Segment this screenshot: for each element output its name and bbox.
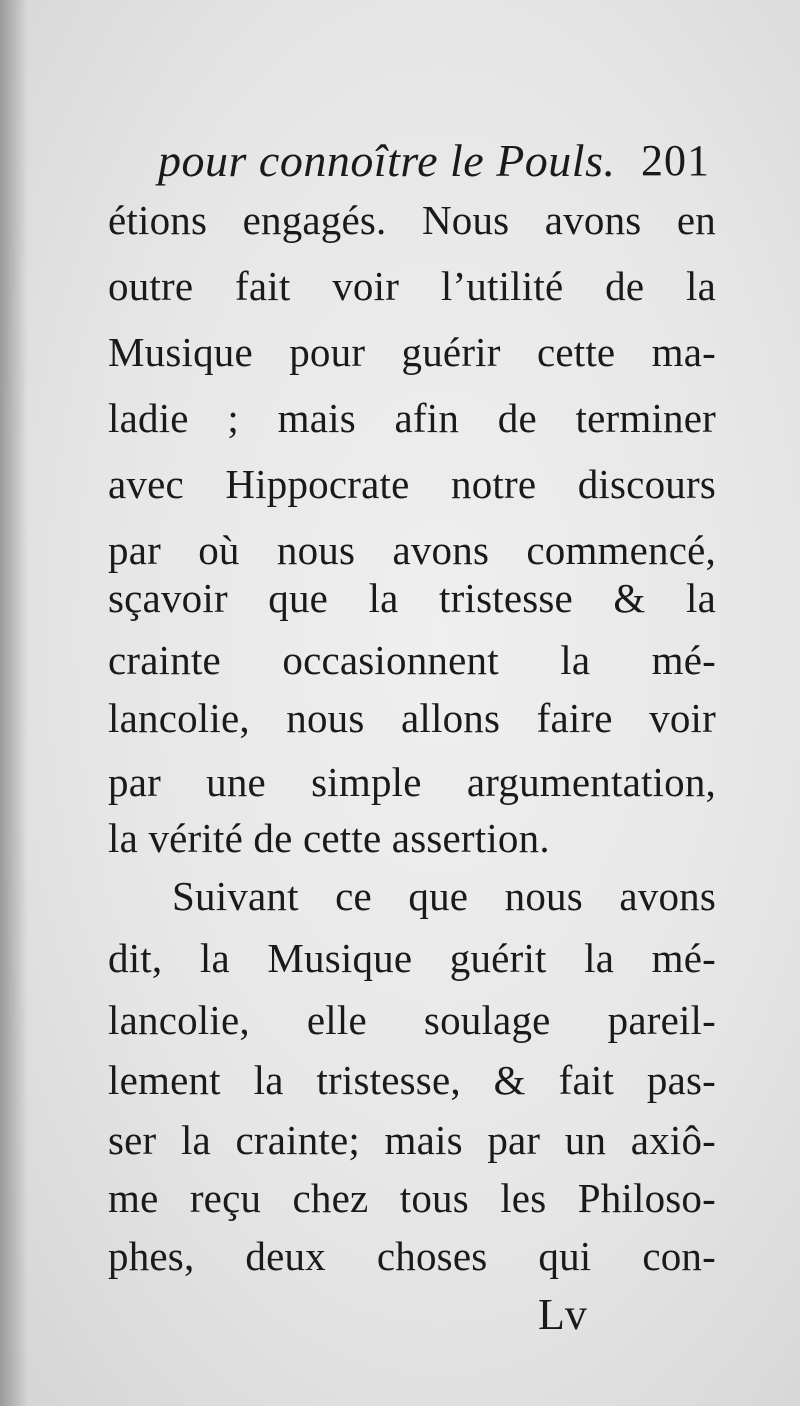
spine-shadow [0,0,28,1406]
text-line: Musique pour guérir cette ma- [108,329,716,375]
text-line: ser la crainte; mais par un axiô- [108,1117,716,1163]
text-line: lement la tristesse, & fait pas- [108,1057,716,1103]
text-line: ladie ; mais afin de terminer [108,395,716,441]
text-line: avec Hippocrate notre discours [108,461,716,507]
paragraph-first-line: Suivant ce que nous avons [172,873,716,919]
running-title: pour connoître le Pouls. [158,135,616,186]
catchword-signature: Lv [538,1290,587,1339]
text-line: la vérité de cette assertion. [108,815,550,861]
text-line: crainte occasionnent la mé- [108,637,716,683]
text-line: par où nous avons commencé, [108,527,716,573]
text-line: étions engagés. Nous avons en [108,197,716,243]
text-line: phes, deux choses qui con- [108,1233,716,1279]
text-line: outre fait voir l’utilité de la [108,263,716,309]
text-line: sçavoir que la tristesse & la [108,575,716,621]
text-line: lancolie, nous allons faire voir [108,695,716,741]
page-header [158,126,718,196]
text-line: par une simple argumentation, [108,759,716,805]
text-line: lancolie, elle soulage pareil- [108,997,716,1043]
text-line: dit, la Musique guérit la mé- [108,935,716,981]
page-number: 201 [641,136,710,185]
text-line: me reçu chez tous les Philoso- [108,1175,716,1221]
